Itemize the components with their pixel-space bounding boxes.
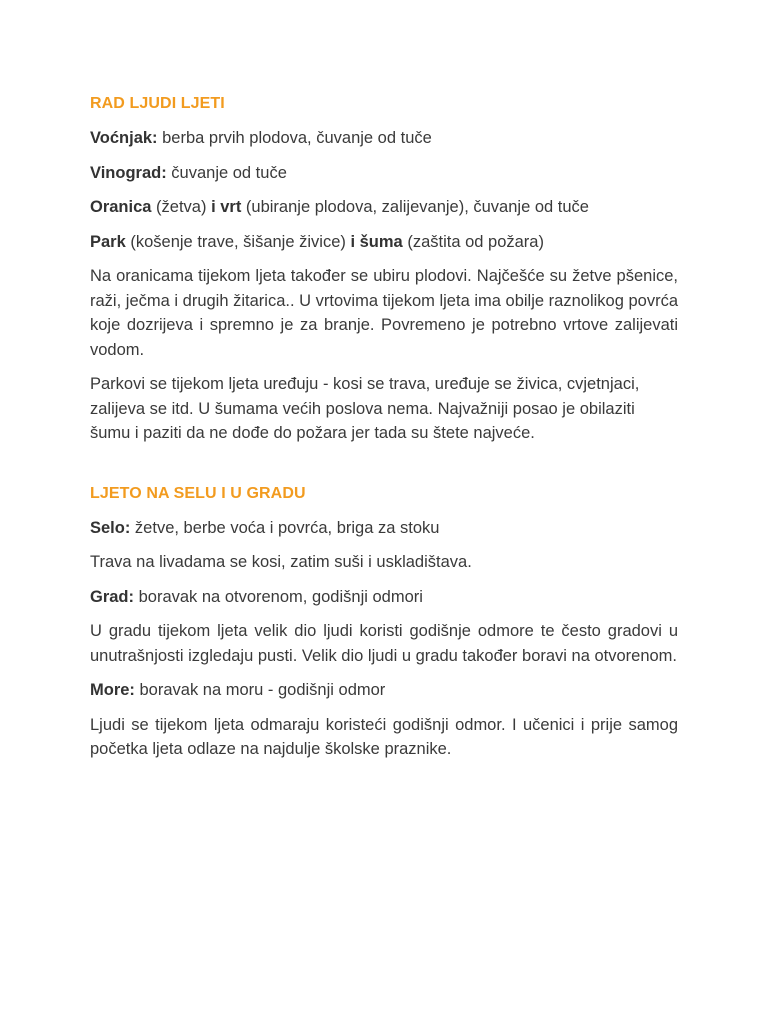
heading-rad-ljudi-ljeti: RAD LJUDI LJETI	[90, 95, 225, 112]
paragraph-oranice: Na oranicama tijekom ljeta također se ubiru plodovi. Najčešće su žetve pšenice, raži, ječma i drugih žitarica.. U vrtovima tijekom ljeta ima obilje raznolikog povrća koje dozrijeva i spremno je za branje. Povremeno je potrebno vrtove zalijevati vodom.	[90, 267, 678, 359]
paragraph-more: Ljudi se tijekom ljeta odmaraju koristeći godišnji odmor. I učenici i prije samog početka ljeta odlaze na najdulje školske praznike.	[90, 715, 678, 758]
label-vrt: i vrt	[211, 198, 242, 216]
label-vinograd: Vinograd:	[90, 163, 167, 182]
text-oranica: (žetva)	[151, 198, 212, 216]
text-vocnjak: berba prvih plodova, čuvanje od tuče	[157, 129, 432, 147]
text-vinograd: čuvanje od tuče	[166, 163, 287, 182]
line-vinograd	[90, 161, 678, 186]
line-grad	[90, 585, 678, 610]
line-park	[90, 230, 678, 255]
label-selo: Selo:	[90, 518, 131, 537]
label-vocnjak: Voćnjak:	[90, 129, 158, 147]
heading-ljeto-na-selu: LJETO NA SELU I U GRADU	[90, 484, 306, 502]
text-more: boravak na moru - godišnji odmor	[134, 681, 386, 699]
label-oranica: Oranica	[90, 198, 152, 216]
document-page	[90, 92, 678, 772]
label-suma: i šuma	[350, 232, 403, 251]
text-park: (košenje trave, šišanje živice)	[125, 232, 351, 251]
line-more	[90, 678, 678, 703]
text-suma: (zaštita od požara)	[402, 232, 544, 251]
line-oranica	[90, 195, 678, 220]
paragraph-grad: U gradu tijekom ljeta velik dio ljudi koristi godišnje odmore te često gradovi u unutrašnjosti izgledaju pusti. Velik dio ljudi u gradu također boravi na otvorenom.	[90, 622, 678, 665]
label-more: More:	[90, 681, 135, 699]
line-trava: Trava na livadama se kosi, zatim suši i uskladištava.	[90, 553, 472, 571]
label-park: Park	[90, 232, 126, 251]
line-selo	[90, 516, 678, 541]
text-selo: žetve, berbe voća i povrća, briga za stoku	[130, 518, 440, 537]
paragraph-parkovi: Parkovi se tijekom ljeta uređuju - kosi se trava, uređuje se živica, cvjetnjaci, zalijeva se itd. U šumama većih poslova nema. Najvažniji posao je obilaziti šumu i paziti da ne dođe do požara jer tada su štete najveće.	[90, 375, 640, 442]
line-vocnjak	[90, 126, 678, 151]
text-vrt: (ubiranje plodova, zalijevanje), čuvanje od tuče	[241, 198, 589, 216]
text-grad: boravak na otvorenom, godišnji odmori	[134, 587, 423, 606]
label-grad: Grad:	[90, 587, 135, 606]
